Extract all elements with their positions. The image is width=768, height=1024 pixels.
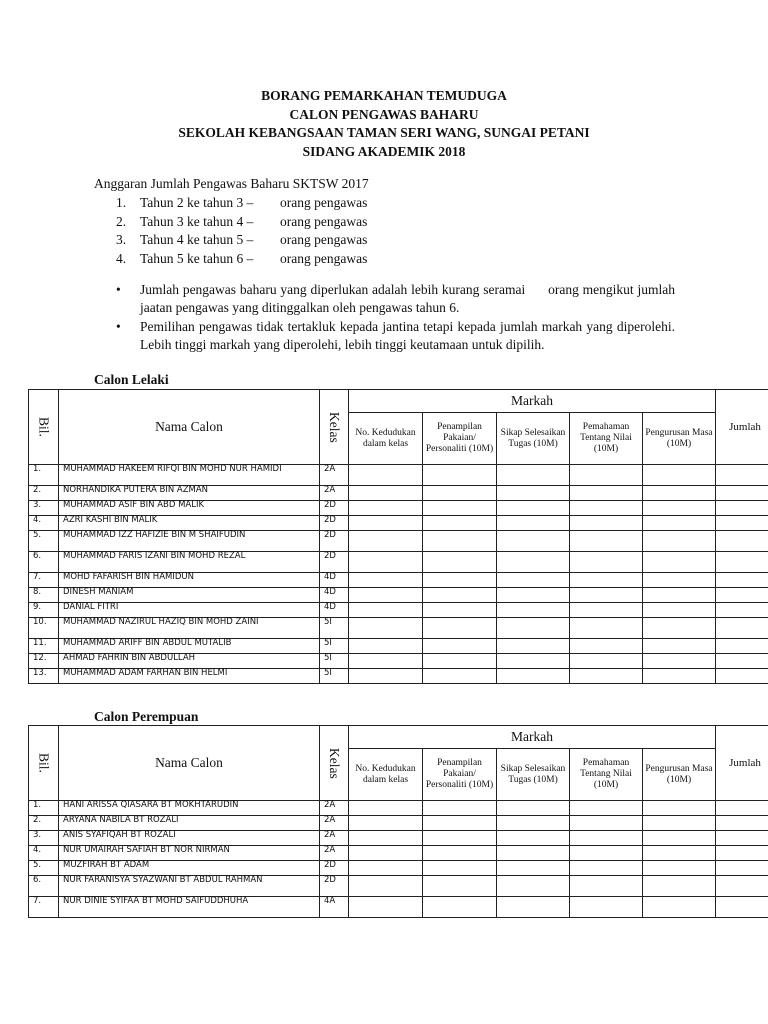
table-row	[29, 876, 768, 897]
table-row	[29, 669, 768, 684]
cell-kelas: 2D	[320, 861, 349, 876]
col-bil-label: Bil.	[36, 753, 52, 773]
total-cell[interactable]	[716, 639, 768, 654]
table-row	[29, 897, 768, 918]
cell-name: AZRI KASHI BIN MALIK	[59, 516, 320, 531]
score-cell[interactable]	[349, 552, 423, 573]
score-cell[interactable]	[423, 618, 497, 639]
note-item: • Pemilihan pengawas tidak tertakluk kepada jantina tetapi kepada jumlah markah yang diperolehi. Lebih tinggi markah yang diperolehi, lebih tinggi keutamaan untuk dipilih.	[112, 318, 675, 354]
cell-kelas: 5I	[320, 654, 349, 669]
score-cell[interactable]	[643, 861, 716, 876]
cell-name: HANI ARISSA QIASARA BT MOKHTARUDIN	[59, 801, 320, 816]
cell-kelas: 5I	[320, 618, 349, 639]
document-title	[0, 87, 768, 161]
score-cell[interactable]	[497, 486, 570, 501]
score-cell[interactable]	[570, 516, 643, 531]
table-row	[29, 816, 768, 831]
total-cell[interactable]	[716, 501, 768, 516]
score-cell[interactable]	[643, 603, 716, 618]
score-cell[interactable]	[643, 669, 716, 684]
cell-kelas: 2D	[320, 552, 349, 573]
col-markah-header: Markah	[349, 726, 716, 749]
cell-bil: 4.	[29, 516, 59, 531]
cell-kelas: 2D	[320, 501, 349, 516]
cell-bil: 13.	[29, 669, 59, 684]
cell-bil: 1.	[29, 801, 59, 816]
cell-kelas: 2A	[320, 801, 349, 816]
score-cell[interactable]	[643, 588, 716, 603]
score-cell[interactable]	[349, 861, 423, 876]
col-penampilan-header: Penampilan Pakaian/ Personaliti (10M)	[423, 749, 497, 801]
col-kelas-header	[320, 726, 349, 801]
cell-bil: 4.	[29, 846, 59, 861]
score-cell[interactable]	[423, 531, 497, 552]
score-cell[interactable]	[643, 618, 716, 639]
score-cell[interactable]	[570, 588, 643, 603]
cell-kelas: 2A	[320, 816, 349, 831]
cell-name: MUHAMMAD NAZIRUL HAZIQ BIN MOHD ZAINI	[59, 618, 320, 639]
cell-kelas: 4D	[320, 573, 349, 588]
cell-kelas: 4A	[320, 897, 349, 918]
total-cell[interactable]	[716, 846, 768, 861]
cell-name: NUR FARANISYA SYAZWANI BT ABDUL RAHMAN	[59, 876, 320, 897]
score-cell[interactable]	[349, 618, 423, 639]
table-row	[29, 501, 768, 516]
cell-bil: 6.	[29, 552, 59, 573]
score-cell[interactable]	[349, 654, 423, 669]
score-cell[interactable]	[643, 465, 716, 486]
score-cell[interactable]	[643, 516, 716, 531]
score-cell[interactable]	[497, 801, 570, 816]
cell-kelas: 2D	[320, 516, 349, 531]
female-score-table	[28, 725, 768, 918]
score-cell[interactable]	[349, 486, 423, 501]
score-cell[interactable]	[497, 516, 570, 531]
table-row	[29, 846, 768, 861]
score-cell[interactable]	[349, 876, 423, 897]
col-nama-header: Nama Calon	[59, 390, 320, 465]
score-cell[interactable]	[423, 639, 497, 654]
score-cell[interactable]	[570, 501, 643, 516]
score-cell[interactable]	[570, 801, 643, 816]
cell-bil: 3.	[29, 831, 59, 846]
cell-name: MUHAMMAD IZZ HAFIZIE BIN M SHAIFUDIN	[59, 531, 320, 552]
col-kelas-label: Kelas	[327, 747, 342, 779]
score-cell[interactable]	[497, 603, 570, 618]
total-cell[interactable]	[716, 486, 768, 501]
score-cell[interactable]	[643, 816, 716, 831]
cell-kelas: 5I	[320, 639, 349, 654]
score-cell[interactable]	[570, 654, 643, 669]
col-bil-label: Bil.	[36, 417, 52, 437]
estimate-num: 1.	[116, 195, 127, 210]
score-cell[interactable]	[423, 654, 497, 669]
score-cell[interactable]	[643, 531, 716, 552]
cell-name: MUHAMMAD HAKEEM RIFQI BIN MOHD NUR HAMIDI	[59, 465, 320, 486]
cell-kelas: 2A	[320, 831, 349, 846]
score-cell[interactable]	[349, 831, 423, 846]
cell-name: MUHAMMAD ARIFF BIN ABDUL MUTALIB	[59, 639, 320, 654]
estimate-label: Tahun 5 ke tahun 6 –	[140, 250, 254, 266]
col-markah-header: Markah	[349, 390, 716, 413]
cell-kelas: 4D	[320, 588, 349, 603]
table-row	[29, 861, 768, 876]
cell-name: NUR UMAIRAH SAFIAH BT NOR NIRMAN	[59, 846, 320, 861]
cell-kelas: 2A	[320, 486, 349, 501]
table-row	[29, 531, 768, 552]
table-row	[29, 618, 768, 639]
notes-list	[112, 281, 679, 355]
cell-name: DINESH MANIAM	[59, 588, 320, 603]
col-kedudukan-header: No. Kedudukan dalam kelas	[349, 749, 423, 801]
col-kelas-label: Kelas	[327, 411, 342, 443]
cell-kelas: 2D	[320, 876, 349, 897]
estimate-heading: Anggaran Jumlah Pengawas Baharu SKTSW 2017	[94, 176, 369, 191]
score-cell[interactable]	[570, 897, 643, 918]
score-cell[interactable]	[349, 801, 423, 816]
female-table-body	[29, 801, 768, 918]
score-cell[interactable]	[423, 588, 497, 603]
score-cell[interactable]	[423, 846, 497, 861]
total-cell[interactable]	[716, 861, 768, 876]
male-table-body	[29, 465, 768, 684]
score-cell[interactable]	[423, 669, 497, 684]
total-cell[interactable]	[716, 573, 768, 588]
total-cell[interactable]	[716, 618, 768, 639]
score-cell[interactable]	[643, 876, 716, 897]
total-cell[interactable]	[716, 669, 768, 684]
cell-bil: 8.	[29, 588, 59, 603]
score-cell[interactable]	[423, 573, 497, 588]
score-cell[interactable]	[570, 486, 643, 501]
score-cell[interactable]	[570, 816, 643, 831]
score-cell[interactable]	[349, 573, 423, 588]
title-line: SIDANG AKADEMIK 2018	[302, 143, 466, 159]
score-cell[interactable]	[570, 861, 643, 876]
cell-name: NUR DINIE SYIFAA BT MOHD SAIFUDDHUHA	[59, 897, 320, 918]
score-cell[interactable]	[423, 516, 497, 531]
score-cell[interactable]	[497, 618, 570, 639]
cell-bil: 12.	[29, 654, 59, 669]
cell-name: MUHAMMAD ADAM FARHAN BIN HELMI	[59, 669, 320, 684]
estimate-item	[108, 194, 367, 213]
score-cell[interactable]	[423, 897, 497, 918]
col-bil-header	[29, 390, 59, 465]
col-nama-header: Nama Calon	[59, 726, 320, 801]
col-bil-header	[29, 726, 59, 801]
score-cell[interactable]	[570, 639, 643, 654]
female-section-heading: Calon Perempuan	[94, 709, 199, 724]
title-line: CALON PENGAWAS BAHARU	[289, 106, 479, 122]
score-cell[interactable]	[349, 516, 423, 531]
score-cell[interactable]	[423, 816, 497, 831]
score-cell[interactable]	[349, 465, 423, 486]
total-cell[interactable]	[716, 876, 768, 897]
total-cell[interactable]	[716, 897, 768, 918]
col-sikap-header: Sikap Selesaikan Tugas (10M)	[497, 413, 570, 465]
score-cell[interactable]	[570, 465, 643, 486]
cell-bil: 2.	[29, 816, 59, 831]
table-row	[29, 552, 768, 573]
cell-bil: 9.	[29, 603, 59, 618]
title-line: BORANG PEMARKAHAN TEMUDUGA	[261, 88, 507, 103]
score-cell[interactable]	[643, 654, 716, 669]
table-row	[29, 801, 768, 816]
cell-kelas: 2D	[320, 531, 349, 552]
cell-name: NORHANDIKA PUTERA BIN AZMAN	[59, 486, 320, 501]
cell-bil: 11.	[29, 639, 59, 654]
score-cell[interactable]	[349, 846, 423, 861]
score-cell[interactable]	[349, 816, 423, 831]
score-cell[interactable]	[570, 618, 643, 639]
score-cell[interactable]	[497, 639, 570, 654]
estimate-item	[108, 250, 367, 269]
score-cell[interactable]	[423, 603, 497, 618]
estimate-suffix: orang pengawas	[280, 213, 368, 229]
cell-bil: 7.	[29, 897, 59, 918]
total-cell[interactable]	[716, 801, 768, 816]
cell-name: MUZFIRAH BT ADAM	[59, 861, 320, 876]
score-cell[interactable]	[497, 501, 570, 516]
score-cell[interactable]	[570, 573, 643, 588]
score-cell[interactable]	[497, 876, 570, 897]
score-cell[interactable]	[497, 846, 570, 861]
table-row	[29, 603, 768, 618]
col-pemahaman-header: Pemahaman Tentang Nilai (10M)	[570, 749, 643, 801]
score-cell[interactable]	[643, 897, 716, 918]
estimate-label: Tahun 4 ke tahun 5 –	[140, 232, 254, 247]
cell-name: MUHAMMAD ASIF BIN ABD MALIK	[59, 501, 320, 516]
score-cell[interactable]	[423, 486, 497, 501]
score-cell[interactable]	[643, 831, 716, 846]
table-row	[29, 654, 768, 669]
cell-bil: 1.	[29, 465, 59, 486]
score-cell[interactable]	[497, 861, 570, 876]
score-cell[interactable]	[570, 846, 643, 861]
table-row	[29, 588, 768, 603]
cell-name: MOHD FAFARISH BIN HAMIDUN	[59, 573, 320, 588]
score-cell[interactable]	[423, 552, 497, 573]
score-cell[interactable]	[349, 603, 423, 618]
score-cell[interactable]	[643, 501, 716, 516]
cell-bil: 7.	[29, 573, 59, 588]
title-line: SEKOLAH KEBANGSAAN TAMAN SERI WANG, SUNGAI PETANI	[178, 125, 590, 140]
score-cell[interactable]	[497, 816, 570, 831]
estimate-label: Tahun 3 ke tahun 4 –	[140, 213, 254, 229]
cell-name: ANIS SYAFIQAH BT ROZALI	[59, 831, 320, 846]
score-cell[interactable]	[643, 573, 716, 588]
cell-bil: 6.	[29, 876, 59, 897]
estimate-item	[108, 231, 367, 250]
score-cell[interactable]	[497, 573, 570, 588]
score-cell[interactable]	[570, 552, 643, 573]
score-cell[interactable]	[423, 501, 497, 516]
cell-bil: 5.	[29, 861, 59, 876]
score-cell[interactable]	[497, 531, 570, 552]
table-row	[29, 639, 768, 654]
cell-bil: 10.	[29, 618, 59, 639]
cell-name: AHMAD FAHRIN BIN ABDULLAH	[59, 654, 320, 669]
score-cell[interactable]	[349, 639, 423, 654]
col-jumlah-header: Jumlah	[716, 726, 768, 801]
score-cell[interactable]	[497, 654, 570, 669]
score-cell[interactable]	[570, 876, 643, 897]
col-sikap-header: Sikap Selesaikan Tugas (10M)	[497, 749, 570, 801]
estimate-label: Tahun 2 ke tahun 3 –	[140, 195, 254, 210]
cell-name: DANIAL FITRI	[59, 603, 320, 618]
score-cell[interactable]	[349, 531, 423, 552]
score-cell[interactable]	[643, 552, 716, 573]
score-cell[interactable]	[570, 603, 643, 618]
male-score-table	[28, 389, 768, 684]
col-kelas-header	[320, 390, 349, 465]
estimate-num: 3.	[116, 232, 127, 247]
estimate-list	[108, 194, 367, 268]
score-cell[interactable]	[570, 669, 643, 684]
table-row	[29, 831, 768, 846]
cell-kelas: 5I	[320, 669, 349, 684]
total-cell[interactable]	[716, 654, 768, 669]
score-cell[interactable]	[423, 831, 497, 846]
total-cell[interactable]	[716, 603, 768, 618]
table-row	[29, 573, 768, 588]
score-cell[interactable]	[570, 531, 643, 552]
total-cell[interactable]	[716, 531, 768, 552]
col-pengurusan-header: Pengurusan Masa (10M)	[643, 749, 716, 801]
cell-kelas: 2A	[320, 846, 349, 861]
score-cell[interactable]	[643, 486, 716, 501]
score-cell[interactable]	[497, 831, 570, 846]
score-cell[interactable]	[349, 501, 423, 516]
total-cell[interactable]	[716, 516, 768, 531]
total-cell[interactable]	[716, 465, 768, 486]
cell-bil: 5.	[29, 531, 59, 552]
total-cell[interactable]	[716, 552, 768, 573]
estimate-suffix: orang pengawas	[280, 250, 368, 266]
score-cell[interactable]	[349, 588, 423, 603]
score-cell[interactable]	[349, 669, 423, 684]
score-cell[interactable]	[423, 801, 497, 816]
cell-bil: 3.	[29, 501, 59, 516]
cell-kelas: 4D	[320, 603, 349, 618]
cell-name: ARYANA NABILA BT ROZALI	[59, 816, 320, 831]
cell-kelas: 2A	[320, 465, 349, 486]
cell-bil: 2.	[29, 486, 59, 501]
table-row	[29, 465, 768, 486]
score-cell[interactable]	[497, 897, 570, 918]
score-cell[interactable]	[423, 876, 497, 897]
male-section-heading: Calon Lelaki	[94, 372, 169, 387]
table-row	[29, 516, 768, 531]
score-cell[interactable]	[643, 801, 716, 816]
score-cell[interactable]	[497, 669, 570, 684]
score-cell[interactable]	[497, 552, 570, 573]
estimate-num: 2.	[116, 213, 127, 229]
estimate-suffix: orang pengawas	[280, 232, 368, 247]
table-row	[29, 486, 768, 501]
col-pemahaman-header: Pemahaman Tentang Nilai (10M)	[570, 413, 643, 465]
cell-name: MUHAMMAD FARIS IZANI BIN MOHD REZAL	[59, 552, 320, 573]
score-cell[interactable]	[570, 831, 643, 846]
total-cell[interactable]	[716, 831, 768, 846]
score-cell[interactable]	[349, 897, 423, 918]
col-pengurusan-header: Pengurusan Masa (10M)	[643, 413, 716, 465]
score-cell[interactable]	[497, 588, 570, 603]
col-kedudukan-header: No. Kedudukan dalam kelas	[349, 413, 423, 465]
col-jumlah-header: Jumlah	[716, 390, 768, 465]
score-cell[interactable]	[423, 861, 497, 876]
col-penampilan-header: Penampilan Pakaian/ Personaliti (10M)	[423, 413, 497, 465]
score-cell[interactable]	[497, 465, 570, 486]
estimate-suffix: orang pengawas	[280, 195, 368, 210]
score-cell[interactable]	[643, 639, 716, 654]
estimate-num: 4.	[116, 250, 127, 266]
note-item: • Jumlah pengawas baharu yang diperlukan adalah lebih kurang seramai orang mengikut jumlah jaatan pengawas yang ditinggalkan oleh pengawas tahun 6.	[112, 281, 675, 317]
total-cell[interactable]	[716, 588, 768, 603]
estimate-item	[108, 213, 367, 232]
score-cell[interactable]	[423, 465, 497, 486]
score-cell[interactable]	[643, 846, 716, 861]
total-cell[interactable]	[716, 816, 768, 831]
